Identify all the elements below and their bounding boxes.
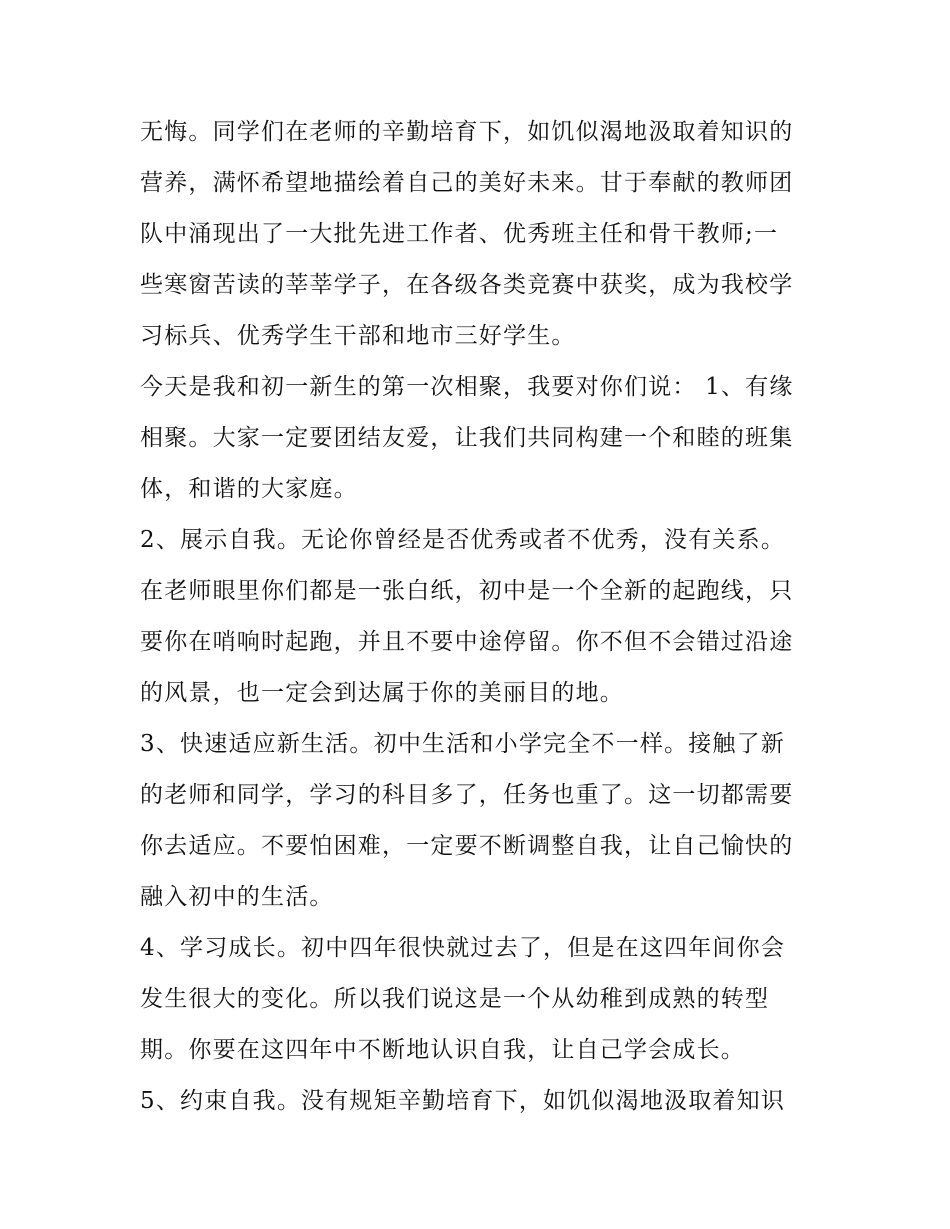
- body-text: [140, 107, 830, 1127]
- text-line: 在老师眼里你们都是一张白纸，初中是一个全新的起跑线，只: [140, 578, 794, 604]
- text-line: 习标兵、优秀学生干部和地市三好学生。: [140, 323, 576, 349]
- text-line: 营养，满怀希望地描绘着自己的美好未来。甘于奉献的教师团: [140, 170, 794, 196]
- text-line: 融入初中的生活。: [140, 884, 334, 910]
- text-line: 5、约束自我。没有规矩辛勤培育下，如饥似渴地汲取着知识: [140, 1088, 786, 1114]
- text-line: 无悔。同学们在老师的辛勤培育下，如饥似渴地汲取着知识的: [140, 119, 794, 145]
- text-line: 相聚。大家一定要团结友爱，让我们共同构建一个和睦的班集: [140, 425, 794, 451]
- text-line: 你去适应。不要怕困难，一定要不断调整自我，让自己愉快的: [140, 833, 794, 859]
- text-line: 4、学习成长。初中四年很快就过去了，但是在这四年间你会: [140, 935, 786, 961]
- text-line: 些寒窗苦读的莘莘学子，在各级各类竞赛中获奖，成为我校学: [140, 272, 794, 298]
- text-line: 3、快速适应新生活。初中生活和小学完全不一样。接触了新: [140, 731, 786, 757]
- text-line: 要你在哨响时起跑，并且不要中途停留。你不但不会错过沿途: [140, 629, 794, 655]
- text-line: 今天是我和初一新生的第一次相聚，我要对你们说： 1、有缘: [140, 374, 794, 400]
- text-line: 期。你要在这四年中不断地认识自我，让自己学会成长。: [140, 1037, 745, 1063]
- text-line: 体，和谐的大家庭。: [140, 476, 358, 502]
- text-line: 的风景，也一定会到达属于你的美丽目的地。: [140, 680, 624, 706]
- text-line: 2、展示自我。无论你曾经是否优秀或者不优秀，没有关系。: [140, 527, 786, 553]
- text-line: 的老师和同学，学习的科目多了，任务也重了。这一切都需要: [140, 782, 794, 808]
- text-line: 发生很大的变化。所以我们说这是一个从幼稚到成熟的转型: [140, 986, 770, 1012]
- text-line: 队中涌现出了一大批先进工作者、优秀班主任和骨干教师;一: [140, 221, 779, 247]
